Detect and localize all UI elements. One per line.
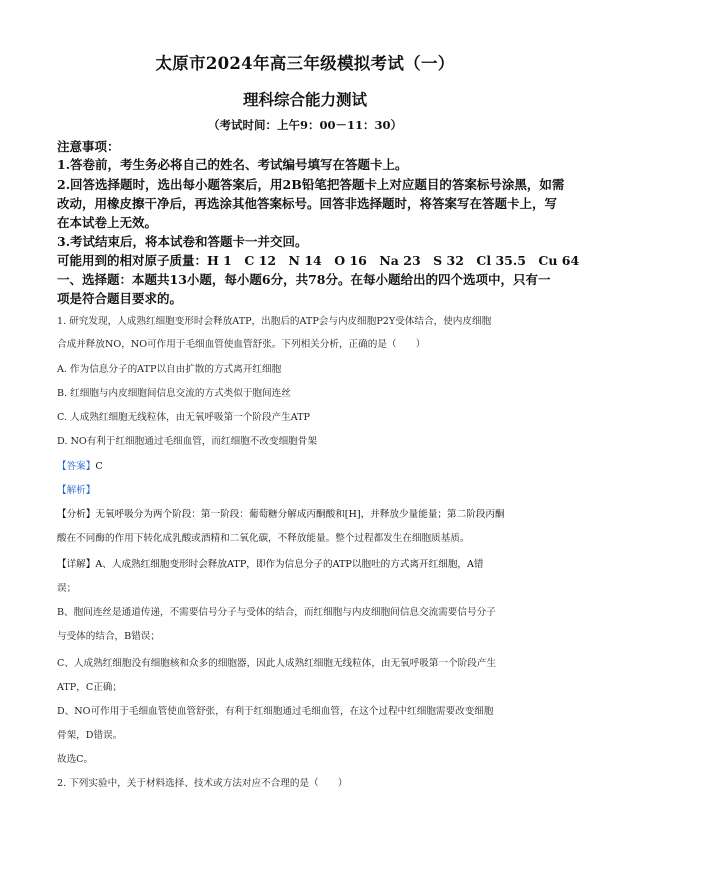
notice-line: 在本试卷上无效。 xyxy=(57,215,158,230)
q1-answer xyxy=(57,458,103,472)
q1-fenxi xyxy=(57,506,505,520)
q1-analysis xyxy=(57,482,95,496)
conclusion: 故选C。 xyxy=(57,754,94,765)
xiangjie-text: 误； xyxy=(57,583,77,594)
exam-subtitle: 理科综合能力测试 xyxy=(242,90,367,109)
q1-option-d: D. NO有利于红细胞通过毛细血管，而红细胞不改变细胞骨架 xyxy=(57,436,317,447)
notice-heading: 注意事项： xyxy=(57,139,120,154)
fenxi-text: 无氧呼吸分为两个阶段：第一阶段：葡萄糖分解成丙酮酸和[H]，并释放少量能量；第二阶段丙酮 xyxy=(95,509,505,520)
exam-time: （考试时间：上午9：00－11：30） xyxy=(207,118,402,132)
xiangjie-text: D、NO可作用于毛细血管使血管舒张，有利于红细胞通过毛细血管，在这个过程中红细胞需要改变细胞 xyxy=(57,706,494,717)
q1-option-a: A. 作为信息分子的ATP以自由扩散的方式离开红细胞 xyxy=(57,364,282,375)
exam-title: 太原市2024年高三年级模拟考试（一） xyxy=(155,54,455,73)
q1-stem: 1. 研究发现，人成熟红细胞变形时会释放ATP，出胞后的ATP会与内皮细胞P2Y受体结合，使内皮细胞 xyxy=(57,316,492,327)
answer-tag: 【答案】 xyxy=(57,461,96,472)
notice-line: 1.答卷前，考生务必将自己的姓名、考试编号填写在答题卡上。 xyxy=(57,157,408,172)
notice-line: 3.考试结束后，将本试卷和答题卡一并交回。 xyxy=(57,234,308,249)
q2-stem: 2. 下列实验中，关于材料选择、技术或方法对应不合理的是（ ） xyxy=(57,778,348,789)
fenxi-text: 酸在不同酶的作用下转化成乳酸或酒精和二氧化碳，不释放能量。整个过程都发生在细胞质基质。 xyxy=(57,533,470,544)
answer-value: C xyxy=(95,461,103,472)
section-heading: 一、选择题：本题共13小题，每小题6分，共78分。在每小题给出的四个选项中，只有一 xyxy=(57,272,551,287)
xiangjie-text: B、胞间连丝是通道传递，不需要信号分子与受体的结合，而红细胞与内皮细胞间信息交流需要信号分子 xyxy=(57,607,496,618)
q1-option-b: B. 红细胞与内皮细胞间信息交流的方式类似于胞间连丝 xyxy=(57,388,291,399)
notice-line: 改动，用橡皮擦干净后，再选涂其他答案标号。回答非选择题时，将答案写在答题卡上，写 xyxy=(57,196,558,211)
xiangjie-tag: 【详解】 xyxy=(57,559,96,570)
notice-line: 2.回答选择题时，选出每小题答案后，用2B铅笔把答题卡上对应题目的答案标号涂黑，如需 xyxy=(57,177,565,192)
q1-option-c: C. 人成熟红细胞无线粒体，由无氧呼吸第一个阶段产生ATP xyxy=(57,412,311,423)
analysis-tag: 【解析】 xyxy=(57,485,96,496)
xiangjie-text: A、人成熟红细胞变形时会释放ATP，即作为信息分子的ATP以胞吐的方式离开红细胞，A错 xyxy=(95,559,484,570)
xiangjie-text: 骨架，D错误。 xyxy=(57,730,123,741)
q1-xiangjie xyxy=(57,556,484,570)
section-heading: 项是符合题目要求的。 xyxy=(57,291,183,306)
atomic-mass-line: 可能用到的相对原子质量：H 1 C 12 N 14 O 16 Na 23 S 32 Cl 35.5 Cu 64 xyxy=(57,253,580,268)
xiangjie-text: C、人成熟红细胞没有细胞核和众多的细胞器，因此人成熟红细胞无线粒体，由无氧呼吸第一个阶段产生 xyxy=(57,658,497,669)
fenxi-tag: 【分析】 xyxy=(57,509,96,520)
xiangjie-text: ATP，C正确； xyxy=(57,682,122,693)
q1-stem: 合成并释放NO，NO可作用于毛细血管使血管舒张。下列相关分析，正确的是（ ） xyxy=(57,339,426,350)
xiangjie-text: 与受体的结合，B错误； xyxy=(57,631,160,642)
